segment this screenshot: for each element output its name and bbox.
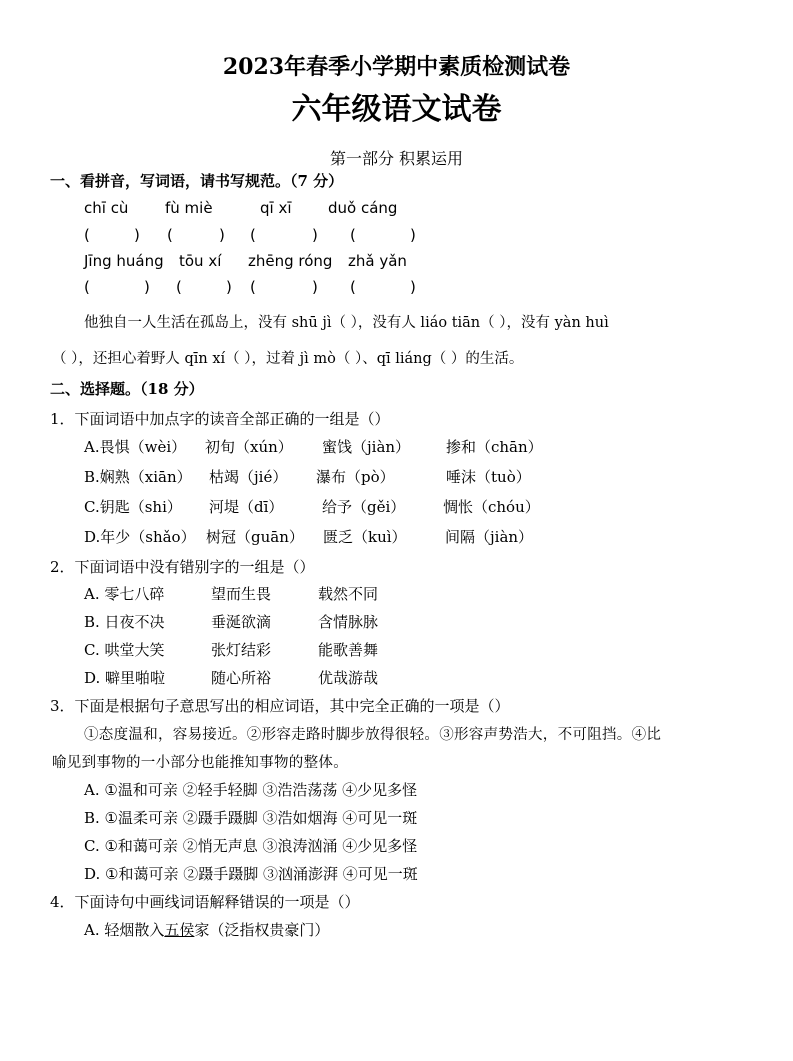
option-item: 匮乏（kuì） <box>323 528 407 546</box>
q3-quote-line-1: ①态度温和，容易接近。②形容走路时脚步放得很轻。③形容声势浩大，不可阻挡。④比 <box>84 727 662 743</box>
option-item: C.钥匙（shi） <box>84 498 182 516</box>
pinyin: zhǎ yǎn <box>348 252 407 270</box>
option-item: 蜜饯（jiàn） <box>322 438 411 456</box>
option-item: 枯竭（jié） <box>209 468 288 486</box>
q3-option-c: C. ①和蔼可亲 ②悄无声息 ③浪涛汹涌 ④少见多怪 <box>84 837 418 855</box>
option-item: 载然不同 <box>318 585 379 603</box>
blank-close: ) <box>312 226 318 244</box>
blank-open: ( <box>250 278 256 296</box>
q4-option-a <box>84 919 329 940</box>
blank-open: ( <box>167 226 173 244</box>
section2-heading: 二、选择题。（18 分） <box>50 380 204 398</box>
option-item: 唾沫（tuò） <box>446 468 531 486</box>
pinyin: tōu xí <box>179 252 222 270</box>
q3-option-d: D. ①和蔼可亲 ②蹑手蹑脚 ③汹涌澎湃 ④可见一斑 <box>84 865 418 883</box>
option-item: 含情脉脉 <box>318 613 379 631</box>
blank-open: ( <box>84 226 90 244</box>
option-item: 初旬（xún） <box>205 438 293 456</box>
pinyin: zhēng róng <box>248 252 333 270</box>
part-title: 第一部分 积累运用 <box>329 149 464 168</box>
option-item: 惆怅（chóu） <box>443 498 540 516</box>
pinyin: Jīng huáng <box>84 252 164 270</box>
blank-close: ) <box>134 226 140 244</box>
option-item: 河堤（dī） <box>209 498 284 516</box>
blank-close: ) <box>312 278 318 296</box>
q3-stem: 3．下面是根据句子意思写出的相应词语，其中完全正确的一项是（） <box>50 697 510 715</box>
q2-stem: 2．下面词语中没有错别字的一组是（） <box>50 558 315 576</box>
option-item: 望而生畏 <box>211 585 272 603</box>
option-item: 垂涎欲滴 <box>211 613 272 631</box>
fill-sentence-line-2: （ ），还担心着野人 qīn xí（ ），过着 jì mò（ ）、qī liáng（ ）的生活。 <box>52 351 524 367</box>
option-item: D.年少（shǎo） <box>84 528 196 546</box>
blank-close: ) <box>219 226 225 244</box>
option-item: 随心所裕 <box>211 669 272 687</box>
exam-subtitle: 六年级语文试卷 <box>291 92 502 127</box>
q4-option-a-before: A. 轻烟散入 <box>84 921 165 939</box>
q3-option-b: B. ①温柔可亲 ②蹑手蹑脚 ③浩如烟海 ④可见一斑 <box>84 809 418 827</box>
blank-open: ( <box>350 278 356 296</box>
q4-stem: 4．下面诗句中画线词语解释错误的一项是（） <box>50 893 360 911</box>
fill-sentence-line-1: 他独自一人生活在孤岛上，没有 shū jì（ ），没有人 liáo tiān（ ），没有 yàn huì <box>84 315 609 331</box>
pinyin: qī xī <box>260 199 292 217</box>
pinyin: fù miè <box>165 199 213 217</box>
option-item: 能歌善舞 <box>318 641 379 659</box>
blank-close: ) <box>410 278 416 296</box>
option-item: C. 哄堂大笑 <box>84 641 165 659</box>
option-item: B.娴熟（xiān） <box>84 468 192 486</box>
option-item: 张灯结彩 <box>211 641 272 659</box>
exam-title: 2023年春季小学期中素质检测试卷 <box>222 54 571 80</box>
q3-quote-line-2: 喻见到事物的一小部分也能推知事物的整体。 <box>52 755 348 771</box>
option-item: 树冠（guān） <box>206 528 304 546</box>
blank-close: ) <box>144 278 150 296</box>
blank-open: ( <box>84 278 90 296</box>
blank-open: ( <box>176 278 182 296</box>
q4-option-a-underlined: 五侯 <box>164 921 195 939</box>
pinyin: chī cù <box>84 199 129 217</box>
section1-heading: 一、看拼音，写词语，请书写规范。（7 分） <box>50 172 344 190</box>
pinyin: duǒ cáng <box>328 199 398 217</box>
q3-option-a: A. ①温和可亲 ②轻手轻脚 ③浩浩荡荡 ④少见多怪 <box>84 781 418 799</box>
option-item: A.畏惧（wèi） <box>84 438 187 456</box>
option-item: 瀑布（pò） <box>316 468 395 486</box>
option-item: 间隔（jiàn） <box>445 528 534 546</box>
q1-stem: 1．下面词语中加点字的读音全部正确的一组是（） <box>50 410 390 428</box>
option-item: B. 日夜不决 <box>84 613 165 631</box>
blank-close: ) <box>226 278 232 296</box>
blank-close: ) <box>410 226 416 244</box>
option-item: A. 零七八碎 <box>84 585 165 603</box>
option-item: 优哉游哉 <box>318 669 379 687</box>
option-item: 给予（gěi） <box>322 498 406 516</box>
blank-open: ( <box>350 226 356 244</box>
option-item: D. 噼里啪啦 <box>84 669 166 687</box>
q4-option-a-after: 家（泛指权贵豪门） <box>194 921 330 939</box>
blank-open: ( <box>250 226 256 244</box>
option-item: 掺和（chān） <box>446 438 543 456</box>
